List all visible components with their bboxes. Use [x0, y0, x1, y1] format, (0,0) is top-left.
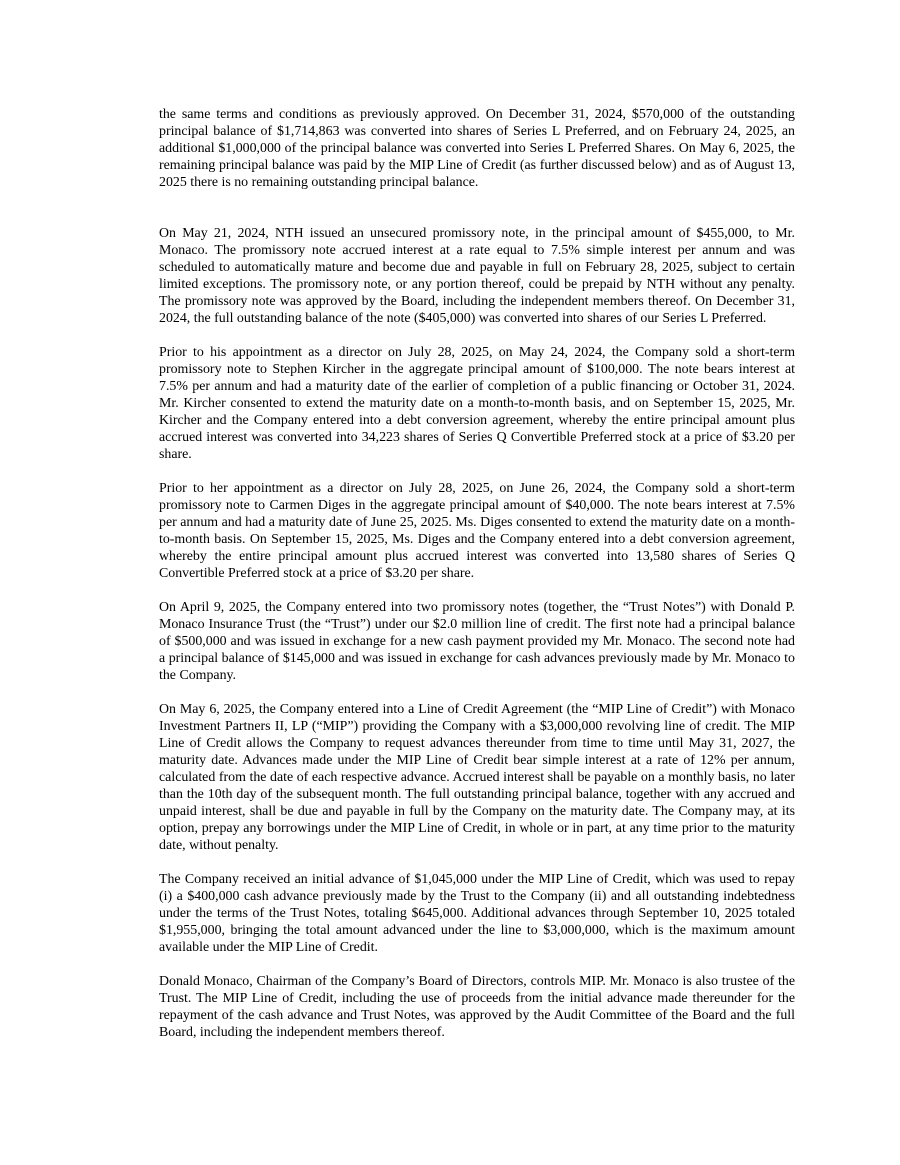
paragraph-mip-line-of-credit: On May 6, 2025, the Company entered into a Line of Credit Agreement (the “MIP Line of Credit”) with Monaco Investment Partners II, LP (“MIP”) providing the Company with a $3,000,000 revolving line of credit. The MIP Line of Credit allows the Company to request advances thereunder from time to time until May 31, 2027, the maturity date. Advances made under the MIP Line of Credit bear simple interest at a rate of 12% per annum, calculated from the date of each respective advance. Accrued interest shall be payable on a monthly basis, no later than the 10th day of the subsequent month. The full outstanding principal balance, together with any accrued and unpaid interest, shall be due and payable in full by the Company on the maturity date. The Company may, at its option, prepay any borrowings under the MIP Line of Credit, in whole or in part, at any time prior to the maturity date, without penalty.: [159, 702, 795, 853]
paragraph-nth-promissory-note: On May 21, 2024, NTH issued an unsecured promissory note, in the principal amount of $455,000, to Mr. Monaco. The promissory note accrued interest at a rate equal to 7.5% simple interest per annum and was scheduled to automatically mature and become due and payable in full on February 28, 2025, subject to certain limited exceptions. The promissory note, or any portion thereof, could be prepaid by NTH without any penalty. The promissory note was approved by the Board, including the independent members thereof. On December 31, 2024, the full outstanding balance of the note ($405,000) was converted into shares of our Series L Preferred.: [159, 226, 795, 326]
paragraph-monaco-control: Donald Monaco, Chairman of the Company’s Board of Directors, controls MIP. Mr. Monaco is also trustee of the Trust. The MIP Line of Credit, including the use of proceeds from the initial advance made thereunder for the repayment of the cash advance and Trust Notes, was approved by the Audit Committee of the Board and the full Board, including the independent members thereof.: [159, 974, 795, 1040]
paragraph-diges-note: Prior to her appointment as a director on July 28, 2025, on June 26, 2024, the Company sold a short-term promissory note to Carmen Diges in the aggregate principal amount of $40,000. The note bears interest at 7.5% per annum and had a maturity date of June 25, 2025. Ms. Diges consented to extend the maturity date on a month-to-month basis. On September 15, 2025, Ms. Diges and the Company entered into a debt conversion agreement, whereby the entire principal amount plus accrued interest was converted into 13,580 shares of Series Q Convertible Preferred stock at a price of $3.20 per share.: [159, 481, 795, 581]
paragraph-trust-notes: On April 9, 2025, the Company entered into two promissory notes (together, the “Trust Notes”) with Donald P. Monaco Insurance Trust (the “Trust”) under our $2.0 million line of credit. The first note had a principal balance of $500,000 and was issued in exchange for a new cash payment provided my Mr. Monaco. The second note had a principal balance of $145,000 and was issued in exchange for cash advances previously made by Mr. Monaco to the Company.: [159, 600, 795, 683]
paragraph-line-of-credit-conversion: the same terms and conditions as previously approved. On December 31, 2024, $570,000 of the outstanding principal balance of $1,714,863 was converted into shares of Series L Preferred, and on February 24, 2025, an additional $1,000,000 of the principal balance was converted into Series L Preferred Shares. On May 6, 2025, the remaining principal balance was paid by the MIP Line of Credit (as further discussed below) and as of August 13, 2025 there is no remaining outstanding principal balance.: [159, 107, 795, 190]
paragraph-initial-advance: The Company received an initial advance of $1,045,000 under the MIP Line of Credit, which was used to repay (i) a $400,000 cash advance previously made by the Trust to the Company (ii) and all outstanding indebtedness under the terms of the Trust Notes, totaling $645,000. Additional advances through September 10, 2025 totaled $1,955,000, bringing the total amount advanced under the line to $3,000,000, which is the maximum amount available under the MIP Line of Credit.: [159, 872, 795, 955]
document-page: [159, 106, 795, 1058]
paragraph-kircher-note: Prior to his appointment as a director on July 28, 2025, on May 24, 2024, the Company sold a short-term promissory note to Stephen Kircher in the aggregate principal amount of $100,000. The note bears interest at 7.5% per annum and had a maturity date of the earlier of completion of a public financing or October 31, 2024. Mr. Kircher consented to extend the maturity date on a month-to-month basis, and on September 15, 2025, Mr. Kircher and the Company entered into a debt conversion agreement, whereby the entire principal amount plus accrued interest was converted into 34,223 shares of Series Q Convertible Preferred stock at a price of $3.20 per share.: [159, 345, 795, 462]
